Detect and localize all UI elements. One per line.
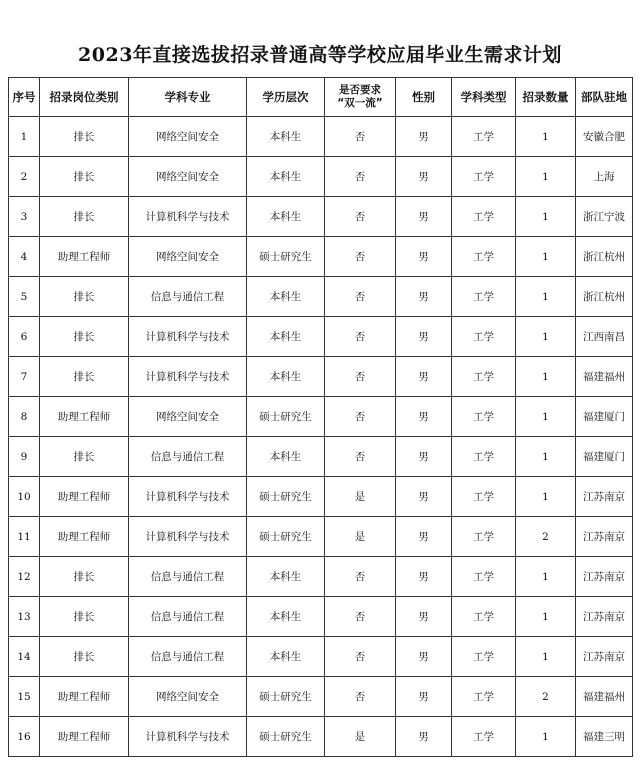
table-row [9,197,633,237]
cell-gender: 男 [396,717,452,757]
table-row [9,557,633,597]
cell-no: 14 [9,637,40,677]
cell-location: 浙江杭州 [576,237,633,277]
cell-degree: 本科生 [247,637,325,677]
page-title: 2023年直接选拔招录普通高等学校应届毕业生需求计划 [78,44,562,66]
cell-gender: 男 [396,477,452,517]
cell-major: 信息与通信工程 [129,277,247,317]
cell-degree: 本科生 [247,597,325,637]
cell-double-first: 否 [325,117,396,157]
table-row [9,277,633,317]
cell-count: 1 [516,317,576,357]
cell-gender: 男 [396,637,452,677]
cell-degree: 本科生 [247,277,325,317]
cell-position: 助理工程师 [40,237,129,277]
cell-double-first: 是 [325,717,396,757]
cell-location: 福建福州 [576,677,633,717]
cell-degree: 硕士研究生 [247,477,325,517]
cell-degree: 本科生 [247,117,325,157]
cell-gender: 男 [396,397,452,437]
header-degree: 学历层次 [247,78,325,117]
header-position: 招录岗位类别 [40,78,129,117]
cell-count: 1 [516,397,576,437]
cell-major: 信息与通信工程 [129,437,247,477]
cell-gender: 男 [396,517,452,557]
cell-position: 排长 [40,557,129,597]
cell-location: 福建福州 [576,357,633,397]
header-gender: 性别 [396,78,452,117]
cell-position: 排长 [40,157,129,197]
cell-position: 助理工程师 [40,397,129,437]
cell-position: 排长 [40,437,129,477]
cell-location: 江苏南京 [576,477,633,517]
cell-double-first: 否 [325,677,396,717]
cell-no: 7 [9,357,40,397]
cell-degree: 本科生 [247,557,325,597]
cell-count: 2 [516,517,576,557]
cell-count: 1 [516,357,576,397]
cell-location: 安徽合肥 [576,117,633,157]
cell-location: 江苏南京 [576,517,633,557]
cell-degree: 本科生 [247,197,325,237]
cell-discipline: 工学 [452,117,516,157]
cell-position: 助理工程师 [40,677,129,717]
cell-discipline: 工学 [452,677,516,717]
cell-position: 排长 [40,357,129,397]
cell-degree: 本科生 [247,437,325,477]
cell-major: 计算机科学与技术 [129,477,247,517]
cell-discipline: 工学 [452,437,516,477]
cell-double-first: 否 [325,397,396,437]
cell-degree: 硕士研究生 [247,717,325,757]
cell-major: 网络空间安全 [129,157,247,197]
cell-count: 1 [516,237,576,277]
cell-gender: 男 [396,117,452,157]
cell-major: 网络空间安全 [129,237,247,277]
cell-no: 16 [9,717,40,757]
cell-location: 江苏南京 [576,557,633,597]
cell-no: 6 [9,317,40,357]
cell-gender: 男 [396,237,452,277]
cell-degree: 本科生 [247,357,325,397]
cell-no: 5 [9,277,40,317]
cell-major: 计算机科学与技术 [129,357,247,397]
table-row [9,717,633,757]
cell-location: 福建三明 [576,717,633,757]
cell-location: 浙江宁波 [576,197,633,237]
cell-degree: 本科生 [247,157,325,197]
cell-degree: 硕士研究生 [247,677,325,717]
cell-location: 浙江杭州 [576,277,633,317]
table-row [9,237,633,277]
cell-major: 信息与通信工程 [129,557,247,597]
cell-gender: 男 [396,277,452,317]
cell-degree: 硕士研究生 [247,397,325,437]
cell-double-first: 是 [325,477,396,517]
cell-double-first: 否 [325,557,396,597]
cell-no: 9 [9,437,40,477]
cell-gender: 男 [396,677,452,717]
cell-position: 排长 [40,637,129,677]
cell-count: 1 [516,637,576,677]
cell-degree: 硕士研究生 [247,517,325,557]
cell-count: 1 [516,157,576,197]
cell-discipline: 工学 [452,317,516,357]
cell-position: 排长 [40,317,129,357]
table-row [9,437,633,477]
cell-discipline: 工学 [452,597,516,637]
cell-no: 15 [9,677,40,717]
cell-no: 4 [9,237,40,277]
cell-major: 信息与通信工程 [129,597,247,637]
recruitment-plan-table [8,77,633,757]
cell-gender: 男 [396,157,452,197]
table-row [9,677,633,717]
cell-location: 上海 [576,157,633,197]
cell-no: 13 [9,597,40,637]
cell-double-first: 否 [325,357,396,397]
cell-major: 计算机科学与技术 [129,717,247,757]
cell-count: 2 [516,677,576,717]
cell-major: 信息与通信工程 [129,637,247,677]
cell-double-first: 否 [325,317,396,357]
cell-degree: 本科生 [247,317,325,357]
table-row [9,357,633,397]
cell-position: 排长 [40,197,129,237]
header-location: 部队驻地 [576,78,633,117]
header-count: 招录数量 [516,78,576,117]
cell-double-first: 否 [325,437,396,477]
cell-no: 12 [9,557,40,597]
cell-position: 排长 [40,277,129,317]
table-row [9,637,633,677]
cell-double-first: 否 [325,597,396,637]
cell-degree: 硕士研究生 [247,237,325,277]
cell-double-first: 否 [325,157,396,197]
cell-position: 助理工程师 [40,517,129,557]
cell-position: 助理工程师 [40,477,129,517]
cell-gender: 男 [396,197,452,237]
cell-no: 2 [9,157,40,197]
cell-no: 1 [9,117,40,157]
cell-discipline: 工学 [452,517,516,557]
cell-count: 1 [516,437,576,477]
cell-location: 福建厦门 [576,437,633,477]
cell-double-first: 是 [325,517,396,557]
cell-no: 8 [9,397,40,437]
cell-major: 计算机科学与技术 [129,197,247,237]
cell-double-first: 否 [325,637,396,677]
table-row [9,597,633,637]
cell-discipline: 工学 [452,557,516,597]
cell-count: 1 [516,597,576,637]
table-row [9,477,633,517]
cell-no: 10 [9,477,40,517]
cell-count: 1 [516,117,576,157]
cell-location: 江西南昌 [576,317,633,357]
cell-location: 福建厦门 [576,397,633,437]
cell-major: 网络空间安全 [129,677,247,717]
cell-location: 江苏南京 [576,597,633,637]
cell-discipline: 工学 [452,477,516,517]
cell-major: 网络空间安全 [129,397,247,437]
cell-location: 江苏南京 [576,637,633,677]
cell-double-first: 否 [325,277,396,317]
cell-count: 1 [516,717,576,757]
table-row [9,117,633,157]
table-row [9,317,633,357]
cell-discipline: 工学 [452,277,516,317]
table-body [9,117,633,757]
cell-gender: 男 [396,317,452,357]
cell-discipline: 工学 [452,237,516,277]
cell-double-first: 否 [325,237,396,277]
cell-double-first: 否 [325,197,396,237]
cell-major: 计算机科学与技术 [129,517,247,557]
cell-discipline: 工学 [452,717,516,757]
cell-count: 1 [516,557,576,597]
cell-position: 排长 [40,597,129,637]
cell-discipline: 工学 [452,637,516,677]
header-double-first [325,78,396,117]
cell-discipline: 工学 [452,397,516,437]
table-header-row [9,78,633,117]
cell-gender: 男 [396,437,452,477]
cell-gender: 男 [396,557,452,597]
cell-count: 1 [516,477,576,517]
table-row [9,157,633,197]
cell-count: 1 [516,197,576,237]
cell-gender: 男 [396,597,452,637]
table-row [9,517,633,557]
cell-major: 网络空间安全 [129,117,247,157]
cell-no: 11 [9,517,40,557]
cell-gender: 男 [396,357,452,397]
table-row [9,397,633,437]
cell-no: 3 [9,197,40,237]
header-double-first-line2: “双一流” [337,97,383,109]
header-discipline: 学科类型 [452,78,516,117]
cell-count: 1 [516,277,576,317]
cell-position: 排长 [40,117,129,157]
cell-discipline: 工学 [452,197,516,237]
cell-discipline: 工学 [452,357,516,397]
header-major: 学科专业 [129,78,247,117]
cell-major: 计算机科学与技术 [129,317,247,357]
cell-discipline: 工学 [452,157,516,197]
cell-position: 助理工程师 [40,717,129,757]
header-no: 序号 [9,78,40,117]
header-double-first-line1: 是否要求 [339,84,381,96]
